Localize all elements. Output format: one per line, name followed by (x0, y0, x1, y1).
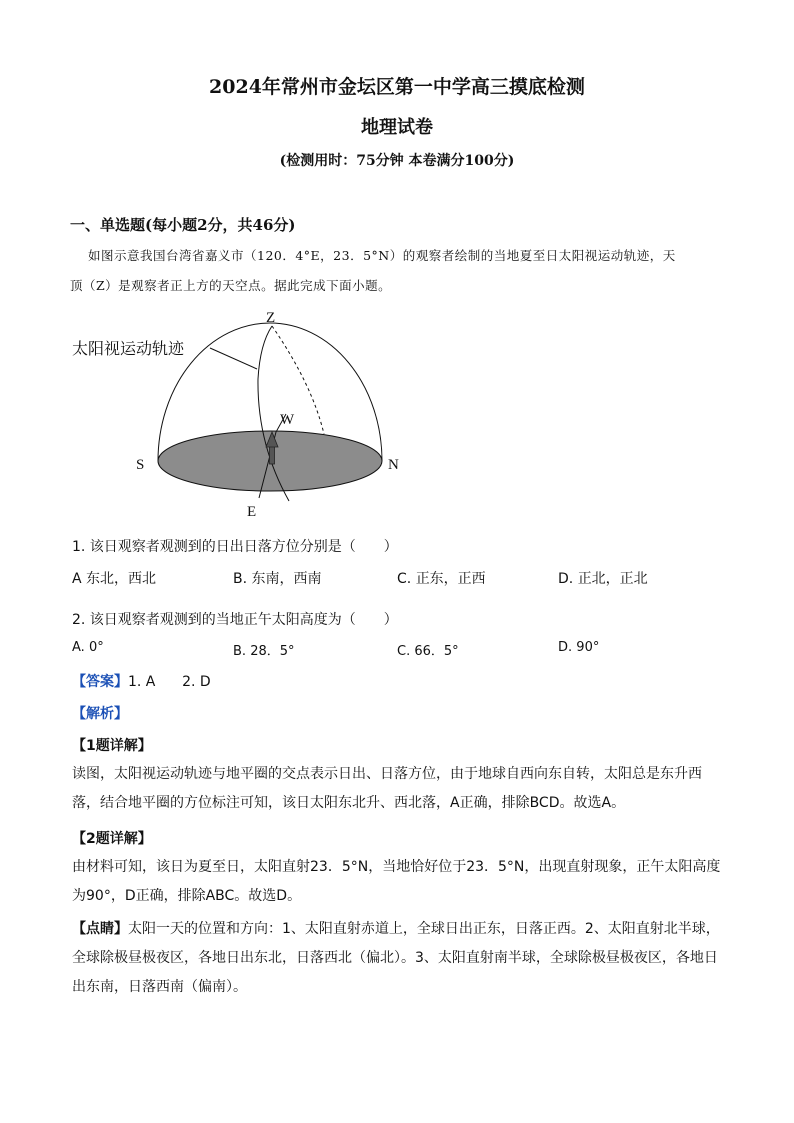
question-2: 2. 该日观察者观测到的当地正午太阳高度为（ ） (72, 612, 398, 628)
option-letter: D. (558, 640, 573, 655)
option-letter: A. (72, 640, 85, 655)
section-heading: 一、单选题(每小题2分，共46分) (70, 216, 296, 234)
q2-option-c (397, 640, 459, 659)
explanation-line: 由材料可知，该日为夏至日，太阳直射23．5°N，当地恰好位于23．5°N，出现直射现象，正午太阳高度 (72, 859, 721, 875)
option-letter: A (72, 571, 82, 587)
tip-block (72, 915, 722, 1002)
analysis-heading (72, 703, 128, 723)
option-text: 90° (576, 640, 600, 655)
south-label: S (136, 457, 145, 473)
sun-path-diagram (62, 304, 422, 524)
option-letter: B. (233, 571, 248, 587)
east-label: E (247, 504, 257, 520)
west-label: W (280, 412, 295, 428)
explanation-line: 读图，太阳视运动轨迹与地平圈的交点表示日出、日落方位，由于地球自西向东自转，太阳总是东升西 (72, 766, 702, 782)
q1-option-b (233, 568, 322, 588)
explanation-line: 为90°，D正确，排除ABC。故选D。 (72, 888, 302, 904)
zenith-label: Z (266, 310, 276, 326)
tip-text: 太阳一天的位置和方向：1、太阳直射赤道上，全球日出正东，日落正西。2、太阳直射北半球， (128, 921, 720, 937)
q2-option-b (233, 640, 295, 659)
option-text: 东南，西南 (251, 571, 322, 587)
tip-line: 出东南，日落西南（偏南）。 (72, 979, 247, 995)
q1-option-a (72, 568, 156, 588)
question-stem-line: 如图示意我国台湾省嘉义市（120．4°E，23．5°N）的观察者绘制的当地夏至日太阳视运动轨迹，天 (88, 248, 676, 263)
q2-option-a (72, 640, 104, 655)
option-letter: D. (558, 571, 574, 587)
answer-value-2: 2. D (182, 674, 211, 690)
option-text: 正东，正西 (415, 571, 486, 587)
q2-explanation (72, 853, 722, 911)
main-title: 2024年常州市金坛区第一中学高三摸底检测 (209, 76, 585, 98)
q1-detail-tag: 【1题详解】 (72, 738, 152, 754)
subject-title: 地理试卷 (361, 117, 433, 138)
option-letter: B. (233, 644, 247, 659)
question-1: 1. 该日观察者观测到的日出日落方位分别是（ ） (72, 539, 398, 555)
exam-info: (检测用时：75分钟 本卷满分100分) (279, 153, 515, 169)
option-text: 正北，正北 (577, 571, 648, 587)
sun-path-label: 太阳视运动轨迹 (72, 339, 185, 358)
option-text: 东北，西北 (86, 571, 157, 587)
option-text: 0° (88, 640, 104, 655)
option-letter: C. (397, 571, 412, 587)
q2-detail-tag: 【2题详解】 (72, 831, 152, 847)
option-text: 66．5° (414, 644, 459, 659)
answer-value-1: 1. A (128, 674, 156, 690)
q1-option-d (558, 568, 648, 588)
question-stem-line: 顶（Z）是观察者正上方的天空点。据此完成下面小题。 (70, 278, 392, 293)
q1-option-c (397, 568, 486, 588)
tip-tag: 【点睛】 (72, 921, 128, 937)
answer-tag: 【答案】 (72, 674, 128, 690)
analysis-tag: 【解析】 (72, 706, 128, 722)
q2-option-d (558, 640, 599, 655)
option-letter: C. (397, 644, 411, 659)
observer-arrow-shaft (270, 445, 275, 464)
north-label: N (388, 457, 399, 473)
answer-line (72, 671, 211, 691)
tip-line: 全球除极昼极夜区，各地日出东北，日落西北（偏北）。3、太阳直射南半球，全球除极昼极夜区，各地日 (72, 950, 718, 966)
explanation-line: 落，结合地平圈的方位标注可知，该日太阳东北升、西北落，A正确，排除BCD。故选A。 (72, 795, 626, 811)
tip-line (72, 915, 722, 944)
option-text: 28．5° (250, 644, 295, 659)
q1-explanation (72, 760, 722, 818)
label-leader-line (210, 348, 257, 369)
